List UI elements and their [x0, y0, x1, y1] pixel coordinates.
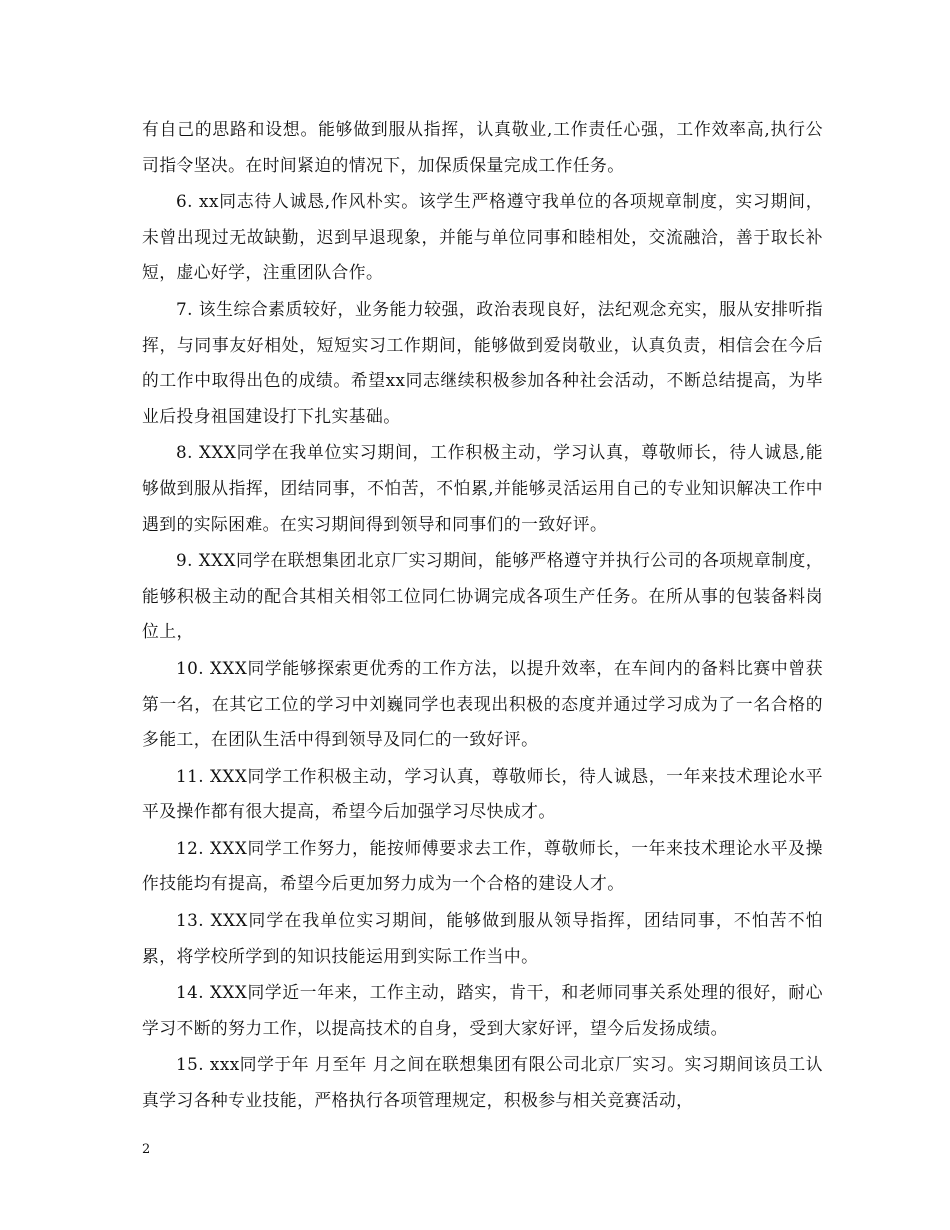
- paragraph-item-10: 10. XXX同学能够探索更优秀的工作方法，以提升效率，在车间内的备料比赛中曾获第一名，在其它工位的学习中刘巍同学也表现出积极的态度并通过学习成为了一名合格的多能工，在团队生活中得到领导及同仁的一致好评。: [142, 657, 823, 750]
- document-body: [142, 112, 823, 1120]
- page-number: 2: [142, 1142, 151, 1157]
- paragraph-item-11: 11. XXX同学工作积极主动，学习认真，尊敬师长，待人诚恳，一年来技术理论水平平及操作都有很大提高，希望今后加强学习尽快成才。: [142, 765, 823, 822]
- paragraph-item-8: 8. XXX同学在我单位实习期间，工作积极主动，学习认真，尊敬师长，待人诚恳,能够做到服从指挥，团结同事，不怕苦，不怕累,并能够灵活运用自己的专业知识解决工作中遇到的实际困难。在实习期间得到领导和同事们的一致好评。: [142, 442, 823, 534]
- paragraph-item-14: 14. XXX同学近一年来，工作主动，踏实，肯干，和老师同事关系处理的很好，耐心学习不断的努力工作，以提高技术的自身，受到大家好评，望今后发扬成绩。: [142, 982, 823, 1038]
- paragraph-item-9: 9. XXX同学在联想集团北京厂实习期间，能够严格遵守并执行公司的各项规章制度，能够积极主动的配合其相关相邻工位同仁协调完成各项生产任务。在所从事的包装备料岗位上，: [142, 550, 823, 642]
- paragraph-item-6: 6. xx同志待人诚恳,作风朴实。该学生严格遵守我单位的各项规章制度，实习期间，未曾出现过无故缺勤，迟到早退现象，并能与单位同事和睦相处，交流融洽，善于取长补短，虚心好学，注重团队合作。: [142, 191, 823, 283]
- paragraph-item-12: 12. XXX同学工作努力，能按师傅要求去工作，尊敬师长，一年来技术理论水平及操作技能均有提高，希望今后更加努力成为一个合格的建设人才。: [142, 837, 823, 894]
- paragraph-item-7: 7. 该生综合素质较好，业务能力较强，政治表现良好，法纪观念充实，服从安排听指挥，与同事友好相处，短短实习工作期间，能够做到爱岗敬业，认真负责，相信会在今后的工作中取得出色的成绩。希望xx同志继续积极参加各种社会活动，不断总结提高，为毕业后投身祖国建设打下扎实基础。: [142, 298, 823, 426]
- paragraph-continuation: 有自己的思路和设想。能够做到服从指挥，认真敬业,工作责任心强，工作效率高,执行公司指令坚决。在时间紧迫的情况下，加保质保量完成工作任务。: [142, 119, 823, 175]
- paragraph-item-13: 13. XXX同学在我单位实习期间，能够做到服从领导指挥，团结同事，不怕苦不怕累，将学校所学到的知识技能运用到实际工作当中。: [142, 910, 823, 966]
- paragraph-item-15: 15. xxx同学于年 月至年 月之间在联想集团有限公司北京厂实习。实习期间该员工认真学习各种专业技能，严格执行各项管理规定，积极参与相关竞赛活动，: [142, 1054, 823, 1111]
